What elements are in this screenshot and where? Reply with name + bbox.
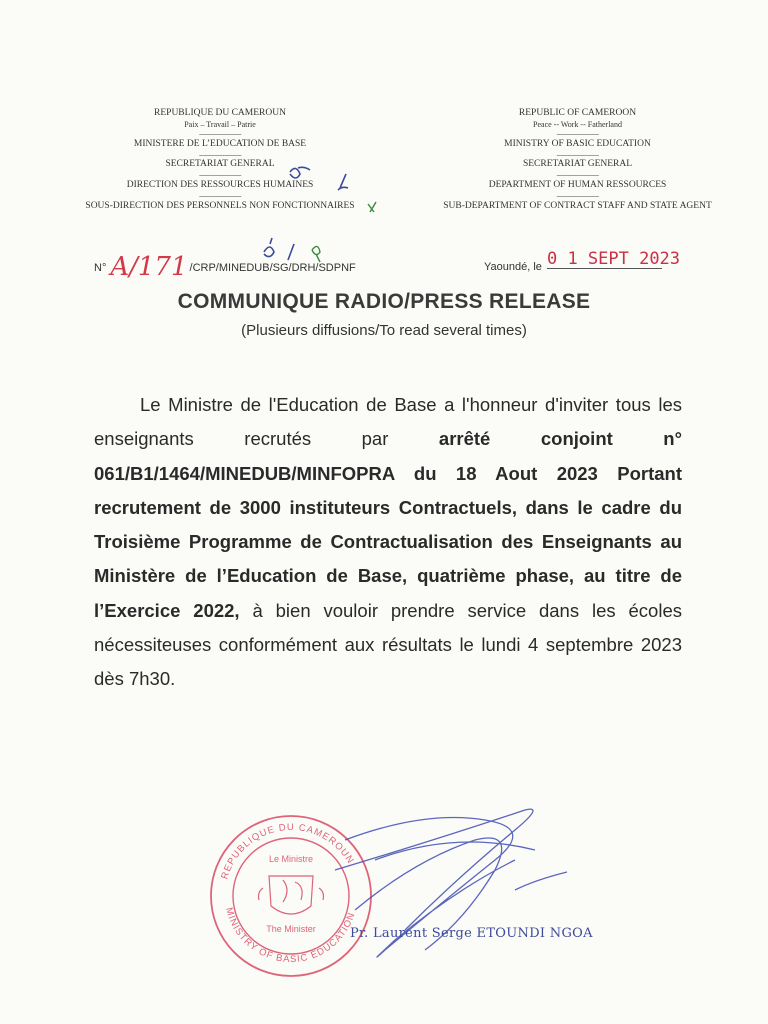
subdirection-fr: SOUS-DIRECTION DES PERSONNELS NON FONCTIONNAIRES [85,200,355,211]
document-title: COMMUNIQUE RADIO/PRESS RELEASE [177,290,591,313]
seal-top-text: REPUBLIQUE DU CAMEROUN [219,821,357,881]
secretariat-fr: SECRETARIAT GENERAL [165,159,275,170]
body-closing-text: à bien vouloir prendre service dans les écoles nécessiteuses conformément aux résultats le lundi 4 septembre 2023 dès 7h30. [94,599,682,690]
ministry-seal-stamp [211,816,371,976]
document-subtitle: (Plusieurs diffusions/To read several times) [241,322,527,339]
body-bold-decree: arrêté conjoint n° 061/B1/1464/MINEDUB/MINFOPRA du 18 Aout 2023 Portant recrutement de 3000 instituteurs Contractuels, dans le cadre du Troisième Programme de Contractualisation des Enseignants au Ministère de l’Education de Base, quatrième phase, au titre de l’Exercice 2022, [94,428,682,621]
handwritten-initials-mark [280,158,390,228]
direction-en: DEPARTMENT OF HUMAN RESSOURCES [488,179,667,190]
handwritten-reference-number: A/171 [110,252,188,282]
direction-fr: DIRECTION DES RESSOURCES HUMAINES [126,179,314,190]
separator: ----------------------- [198,150,242,159]
separator: ----------------------- [198,129,242,138]
svg-text:MINISTRY OF BASIC EDUCATION [223,906,358,965]
ministry-en: MINISTRY OF BASIC EDUCATION [504,138,651,149]
date-label: Yaoundé, le [484,261,542,273]
separator: ----------------------- [556,150,599,159]
document-date [484,249,681,275]
seal-inner-fr: Le Ministre [268,854,314,864]
body-paragraph [94,388,682,697]
secretariat-en: SECRETARIAT GENERAL [522,159,633,170]
svg-text:REPUBLIQUE DU CAMEROUN [219,822,356,881]
separator: ----------------------- [556,191,599,200]
official-seal-and-signature [195,800,615,980]
separator: ----------------------- [198,171,242,180]
motto-en: Peace -- Work -- Fatherland [533,119,622,129]
motto-fr: Paix – Travail – Patrie [184,119,256,129]
country-name-fr: REPUBLIQUE DU CAMEROUN [154,108,286,118]
handwritten-annotation-mark [258,236,338,266]
reference-prefix: N° [94,262,107,274]
ministry-fr: MINISTERE DE L’EDUCATION DE BASE [133,138,307,149]
seal-inner-en: The Minister [266,924,316,934]
subdirection-en: SUB-DEPARTMENT OF CONTRACT STAFF AND STATE AGENT [443,200,712,211]
seal-bottom-text: MINISTRY OF BASIC EDUCATION [223,906,358,966]
body-intro-text: Le Ministre de l'Education de Base a l'honneur d'inviter tous les enseignants recrutés par [94,394,682,450]
country-name-en: REPUBLIC OF CAMEROON [518,108,637,118]
separator: ----------------------- [198,191,242,200]
signer-name: Pr. Laurent Serge ETOUNDI NGOA [350,926,593,941]
separator: ----------------------- [556,171,599,180]
reference-suffix: /CRP/MINEDUB/SG/DRH/SDPNF [189,262,356,274]
coat-of-arms-icon [259,876,324,914]
letterhead-english [415,108,740,212]
separator: ----------------------- [556,129,599,138]
date-stamp: 0 1 SEPT 2023 [546,249,681,269]
